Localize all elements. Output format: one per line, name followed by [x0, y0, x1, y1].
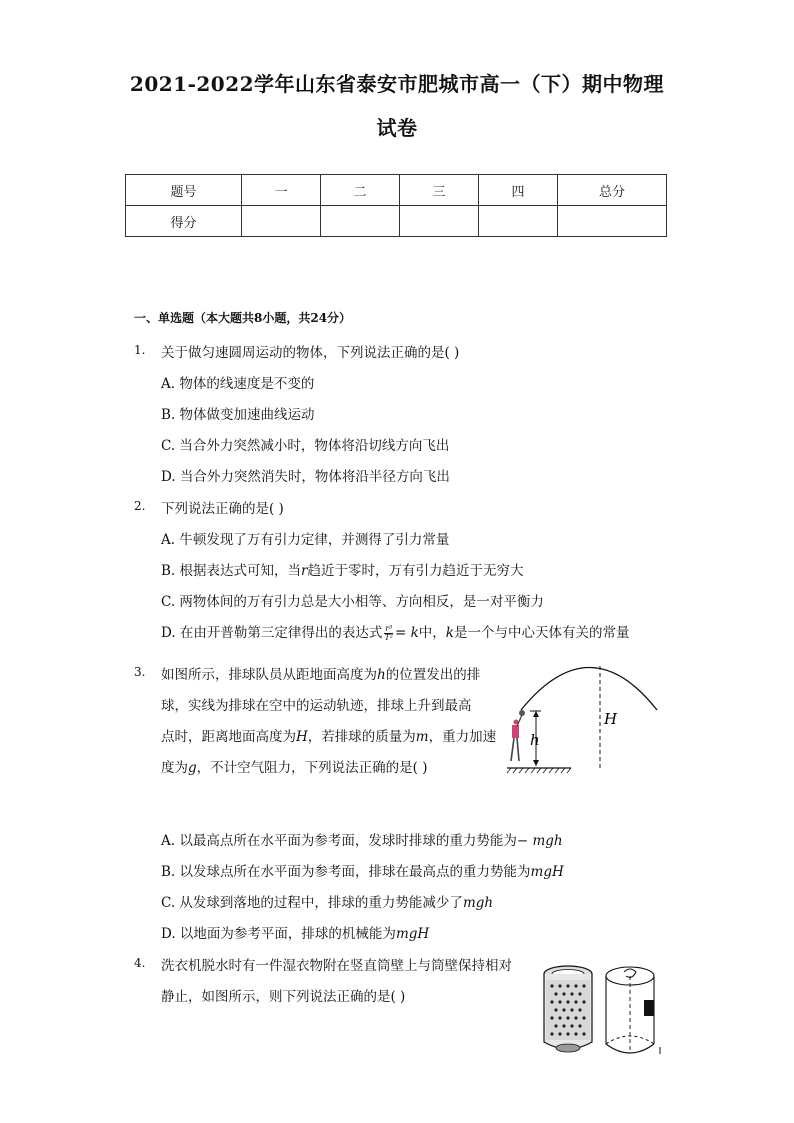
perforated-drum-icon: [544, 966, 592, 1052]
math-expression: mgH: [395, 926, 430, 942]
math-variable: H: [296, 729, 308, 745]
option-b: [161, 559, 523, 579]
option-text: 是一个与中心天体有关的常量: [453, 625, 630, 641]
math-expression: = k: [394, 625, 419, 641]
option-d: [161, 621, 629, 642]
stem-text: 度为: [161, 760, 188, 776]
score-blank-cell: [321, 206, 400, 237]
fraction: [384, 625, 393, 642]
math-variable: m: [415, 729, 429, 745]
fraction-denominator: T²: [384, 633, 393, 642]
math-expression: mgh: [462, 895, 494, 911]
score-blank-cell: [400, 206, 479, 237]
score-table-score-row: [126, 206, 667, 237]
washing-drum-figure: [538, 962, 668, 1058]
option-c: [161, 891, 493, 911]
score-header-cell: 三: [400, 175, 479, 206]
option-text: A. 以最高点所在水平面为参考面，发球时排球的重力势能为: [161, 833, 517, 849]
fraction-numerator: r³: [385, 624, 393, 633]
score-header-cell: 四: [479, 175, 558, 206]
ground-hatching: [507, 768, 571, 773]
math-variable: r: [301, 563, 308, 579]
label-h: h: [530, 731, 540, 749]
option-a: A. 物体的线速度是不变的: [161, 376, 315, 392]
option-c: C. 当合外力突然减小时，物体将沿切线方向飞出: [161, 438, 450, 454]
question-stem-line: 静止，如图所示，则下列说法正确的是( ): [161, 989, 406, 1005]
option-b: [161, 860, 564, 880]
cylinder-with-clothes-icon: [606, 967, 660, 1054]
stem-text: ，重力加速: [428, 729, 497, 745]
question-stem-line: [161, 756, 427, 776]
option-b: B. 物体做变加速曲线运动: [161, 407, 315, 423]
paper-title-line1: 2021-2022学年山东省泰安市肥城市高一（下）期中物理: [129, 72, 665, 96]
question-stem: 关于做匀速圆周运动的物体，下列说法正确的是( ): [161, 345, 460, 361]
volleyball-trajectory-figure: [505, 660, 665, 776]
option-text: B. 以发球点所在水平面为参考面，排球在最高点的重力势能为: [161, 864, 531, 880]
option-a: [161, 829, 563, 849]
option-text: D. 以地面为参考平面，排球的机械能为: [161, 926, 396, 942]
score-blank-cell: [242, 206, 321, 237]
option-d: D. 当合外力突然消失时，物体将沿半径方向飞出: [161, 469, 450, 485]
score-header-cell: 一: [242, 175, 321, 206]
option-a: A. 牛顿发现了万有引力定律，并测得了引力常量: [161, 532, 450, 548]
question-stem-line: 球，实线为排球在空中的运动轨迹，排球上升到最高: [161, 698, 472, 714]
math-expression: − mgh: [516, 833, 563, 849]
question-stem-line: 洗衣机脱水时有一件湿衣物附在竖直筒壁上与筒壁保持相对: [161, 958, 512, 974]
player-icon: [511, 715, 522, 761]
math-variable: g: [188, 760, 197, 776]
math-variable: k: [445, 625, 454, 641]
question-stem-line: [161, 663, 480, 683]
score-blank-cell: [558, 206, 667, 237]
stem-text: ，不计空气阻力，下列说法正确的是( ): [196, 760, 428, 776]
score-header-cell: 二: [321, 175, 400, 206]
math-expression: mgH: [530, 864, 564, 880]
question-number: 3.: [134, 665, 146, 679]
score-header-cell: 题号: [126, 175, 242, 206]
option-c: C. 两物体间的万有引力总是大小相等、方向相反，是一对平衡力: [161, 594, 544, 610]
score-table-header-row: [126, 175, 667, 206]
option-text: D. 在由开普勒第三定律得出的表达式: [161, 625, 383, 641]
question-number: 1.: [134, 343, 146, 357]
option-d: [161, 922, 429, 942]
stem-text: 如图所示，排球队员从距地面高度为: [161, 667, 377, 683]
option-text: 中，: [418, 625, 446, 641]
option-text: C. 从发球到落地的过程中，排球的重力势能减少了: [161, 895, 463, 911]
score-row-label: 得分: [126, 206, 242, 237]
question-stem: 下列说法正确的是( ): [161, 501, 284, 517]
trajectory-curve: [521, 668, 657, 711]
h-arrow-down: [533, 760, 539, 766]
score-table: [125, 174, 667, 237]
h-arrow-up: [533, 711, 539, 717]
question-stem-line: [161, 725, 496, 745]
question-number: 2.: [134, 499, 146, 513]
section-heading: 一、单选题（本大题共8小题，共24分）: [134, 311, 352, 325]
paper-title-line2: 试卷: [376, 116, 418, 140]
question-number: 4.: [134, 956, 146, 970]
option-text: 趋近于零时，万有引力趋近于无穷大: [307, 563, 524, 579]
score-header-cell: 总分: [558, 175, 667, 206]
math-variable: h: [377, 667, 386, 683]
stem-text: 的位置发出的排: [385, 667, 481, 683]
stem-text: 点时，距离地面高度为: [161, 729, 296, 745]
label-H: H: [604, 710, 618, 728]
stem-text: ，若排球的质量为: [307, 729, 416, 745]
score-blank-cell: [479, 206, 558, 237]
option-text: B. 根据表达式可知，当: [161, 563, 302, 579]
